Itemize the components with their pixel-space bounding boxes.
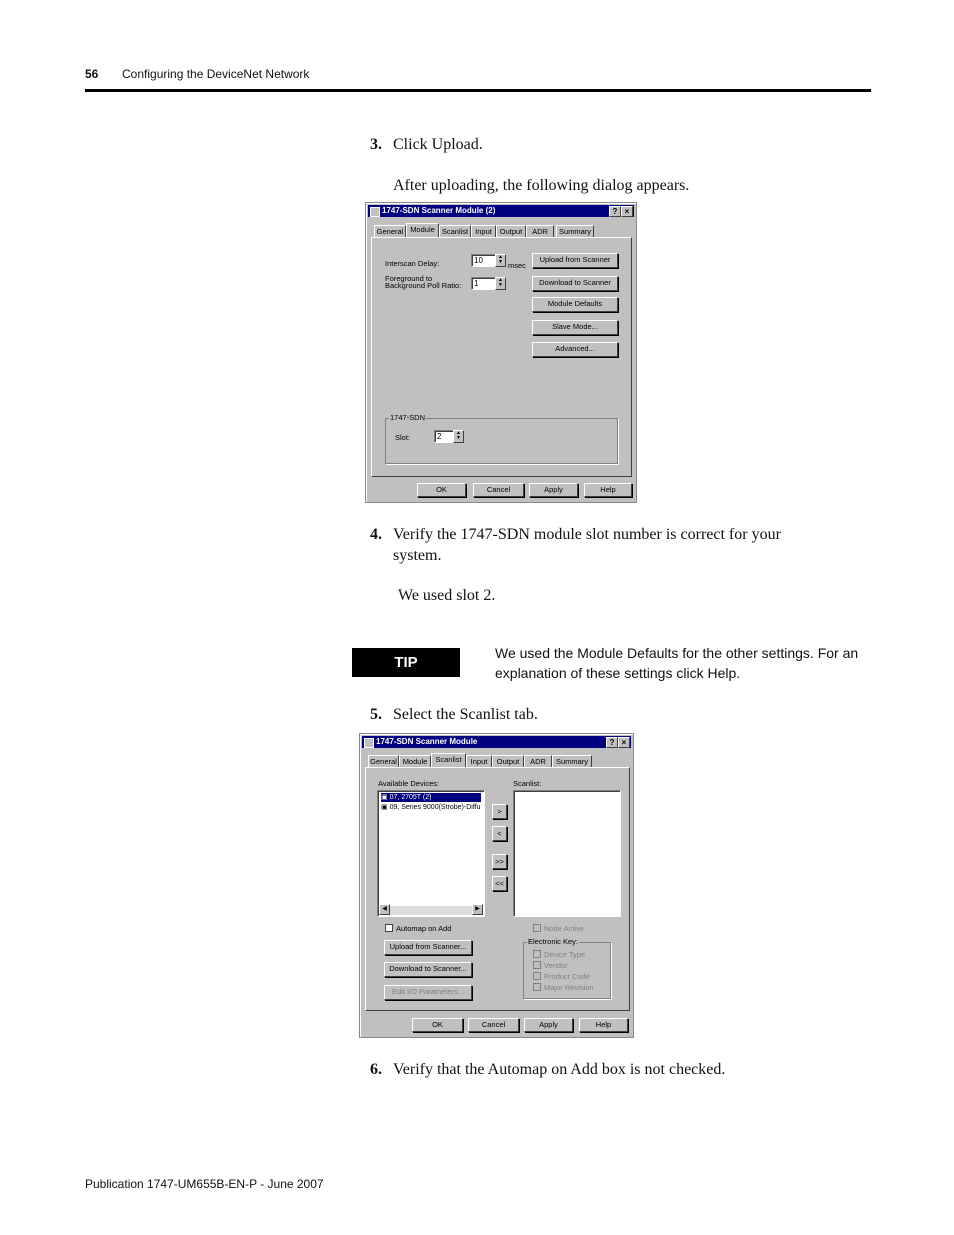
tip-text-line1: We used the Module Defaults for the other settings. For an [495,645,859,661]
scanner-module-dialog-scanlist [359,733,634,1038]
fg-bg-label-line1: Foreground to [385,274,433,283]
vendor-label: Vendor [544,961,568,970]
product-code-label: Product Code [544,972,590,981]
apply-button[interactable]: Apply [529,483,578,497]
help-title-button[interactable]: ? [606,737,618,748]
list-item[interactable]: ▣ 07, 2705T (2) [381,793,481,802]
sdn-group-label: 1747-SDN [390,413,426,422]
interscan-delay-input[interactable]: 10 [471,254,499,267]
step-4-number: 4. [370,526,382,543]
available-devices-list[interactable] [377,790,485,917]
electronic-key-label: Electronic Key: [528,937,579,946]
tab-input[interactable]: Input [466,755,492,767]
sdn-group [385,418,618,464]
scanner-module-dialog-module [365,202,637,503]
poll-ratio-input[interactable]: 1 [471,277,499,290]
interscan-delay-label: Interscan Delay: [385,259,440,268]
publication-footer: Publication 1747-UM655B-EN-P - June 2007 [85,1177,324,1191]
upload-from-scanner-button[interactable]: Upload from Scanner... [384,940,472,955]
product-code-checkbox[interactable] [533,972,541,980]
step-5-text: Select the Scanlist tab. [393,706,538,723]
dialog2-titlebar [362,736,631,748]
fg-bg-label-line2: Background Poll Ratio: [385,281,462,290]
node-active-label: Node Active [544,924,585,933]
upload-from-scanner-button[interactable]: Upload from Scanner [532,253,618,268]
device-type-checkbox[interactable] [533,950,541,958]
help-title-button[interactable]: ? [609,206,621,217]
poll-ratio-spinner[interactable]: ▲ ▼ [495,277,506,290]
tab-general[interactable]: General [374,225,406,237]
tab-module[interactable]: Module [399,755,431,767]
header-rule [85,89,871,92]
dialog1-titlebar [368,205,634,217]
scanlist-label: Scanlist: [513,779,542,788]
available-devices-label: Available Devices: [378,779,440,788]
automap-checkbox[interactable] [385,924,393,932]
tab-module[interactable]: Module [406,223,439,237]
list-item[interactable]: ▣ 09, Series 9000(Strobe)-Diffu [381,804,481,811]
close-title-button[interactable]: × [621,206,633,217]
step-4-text-line2: system. [393,547,442,564]
module-tab-panel [371,237,632,477]
tab-scanlist[interactable]: Scanlist [431,753,466,767]
section-title: Configuring the DeviceNet Network [122,67,310,81]
ok-button[interactable]: OK [417,483,466,497]
step-3-after: After uploading, the following dialog appears. [393,177,690,194]
help-button[interactable]: Help [584,483,632,497]
page-number: 56 [85,67,99,81]
apply-button[interactable]: Apply [524,1018,573,1032]
scanlist-tab-panel [365,767,630,1011]
tip-badge: TIP [352,648,460,677]
tab-scanlist[interactable]: Scanlist [439,225,471,237]
module-defaults-button[interactable]: Module Defaults [532,297,618,312]
slot-input[interactable]: 2 [434,430,454,443]
ok-button[interactable]: OK [412,1018,463,1032]
step-3-number: 3. [370,136,382,153]
tab-output[interactable]: Output [492,755,524,767]
help-button[interactable]: Help [579,1018,628,1032]
advanced-button[interactable]: Advanced... [532,342,618,357]
step-5-number: 5. [370,706,382,723]
slot-spinner[interactable]: ▲ ▼ [453,430,464,443]
app-icon [370,207,380,217]
tab-adr[interactable]: ADR [524,755,552,767]
step-3-text: Click Upload. [393,136,483,153]
step-6-number: 6. [370,1061,382,1078]
add-all-button[interactable]: >> [492,854,507,869]
step-6-text: Verify that the Automap on Add box is not checked. [393,1061,726,1078]
scanlist-list[interactable] [513,790,621,917]
close-title-button[interactable]: × [618,737,630,748]
tab-adr[interactable]: ADR [526,225,554,237]
app-icon [364,738,374,748]
scroll-right-arrow-icon[interactable]: ▶ [472,904,483,915]
tab-input[interactable]: Input [471,225,496,237]
node-active-checkbox[interactable] [533,924,541,932]
slot-label: Slot: [395,433,411,442]
add-device-button[interactable]: > [492,804,507,819]
device-type-label: Device Type [544,950,586,959]
automap-label: Automap on Add [396,924,452,933]
step-4-after: We used slot 2. [398,587,496,604]
edit-io-parameters-button[interactable]: Edit I/O Parameters... [384,985,472,1000]
tab-summary[interactable]: Summary [556,225,594,237]
tip-text-line2: explanation of these settings click Help. [495,665,741,681]
major-revision-label: Major Revision [544,983,594,992]
interscan-spinner[interactable]: ▲ ▼ [495,254,506,267]
tab-summary[interactable]: Summary [552,755,592,767]
scroll-left-arrow-icon[interactable]: ◀ [379,904,390,915]
cancel-button[interactable]: Cancel [473,483,524,497]
dialog1-title: 1747-SDN Scanner Module (2) [382,206,496,215]
download-to-scanner-button[interactable]: Download to Scanner... [384,962,472,977]
cancel-button[interactable]: Cancel [468,1018,519,1032]
msec-unit: msec [508,261,526,270]
vendor-checkbox[interactable] [533,961,541,969]
major-revision-checkbox[interactable] [533,983,541,991]
download-to-scanner-button[interactable]: Download to Scanner [532,276,618,291]
tab-output[interactable]: Output [496,225,526,237]
remove-device-button[interactable]: < [492,826,507,841]
tab-general[interactable]: General [368,755,399,767]
dialog2-title: 1747-SDN Scanner Module [376,737,478,746]
slave-mode-button[interactable]: Slave Mode... [532,320,618,335]
horizontal-scrollbar[interactable] [379,906,483,915]
remove-all-button[interactable]: << [492,876,507,891]
step-4-text-line1: Verify the 1747-SDN module slot number is correct for your [393,526,781,543]
